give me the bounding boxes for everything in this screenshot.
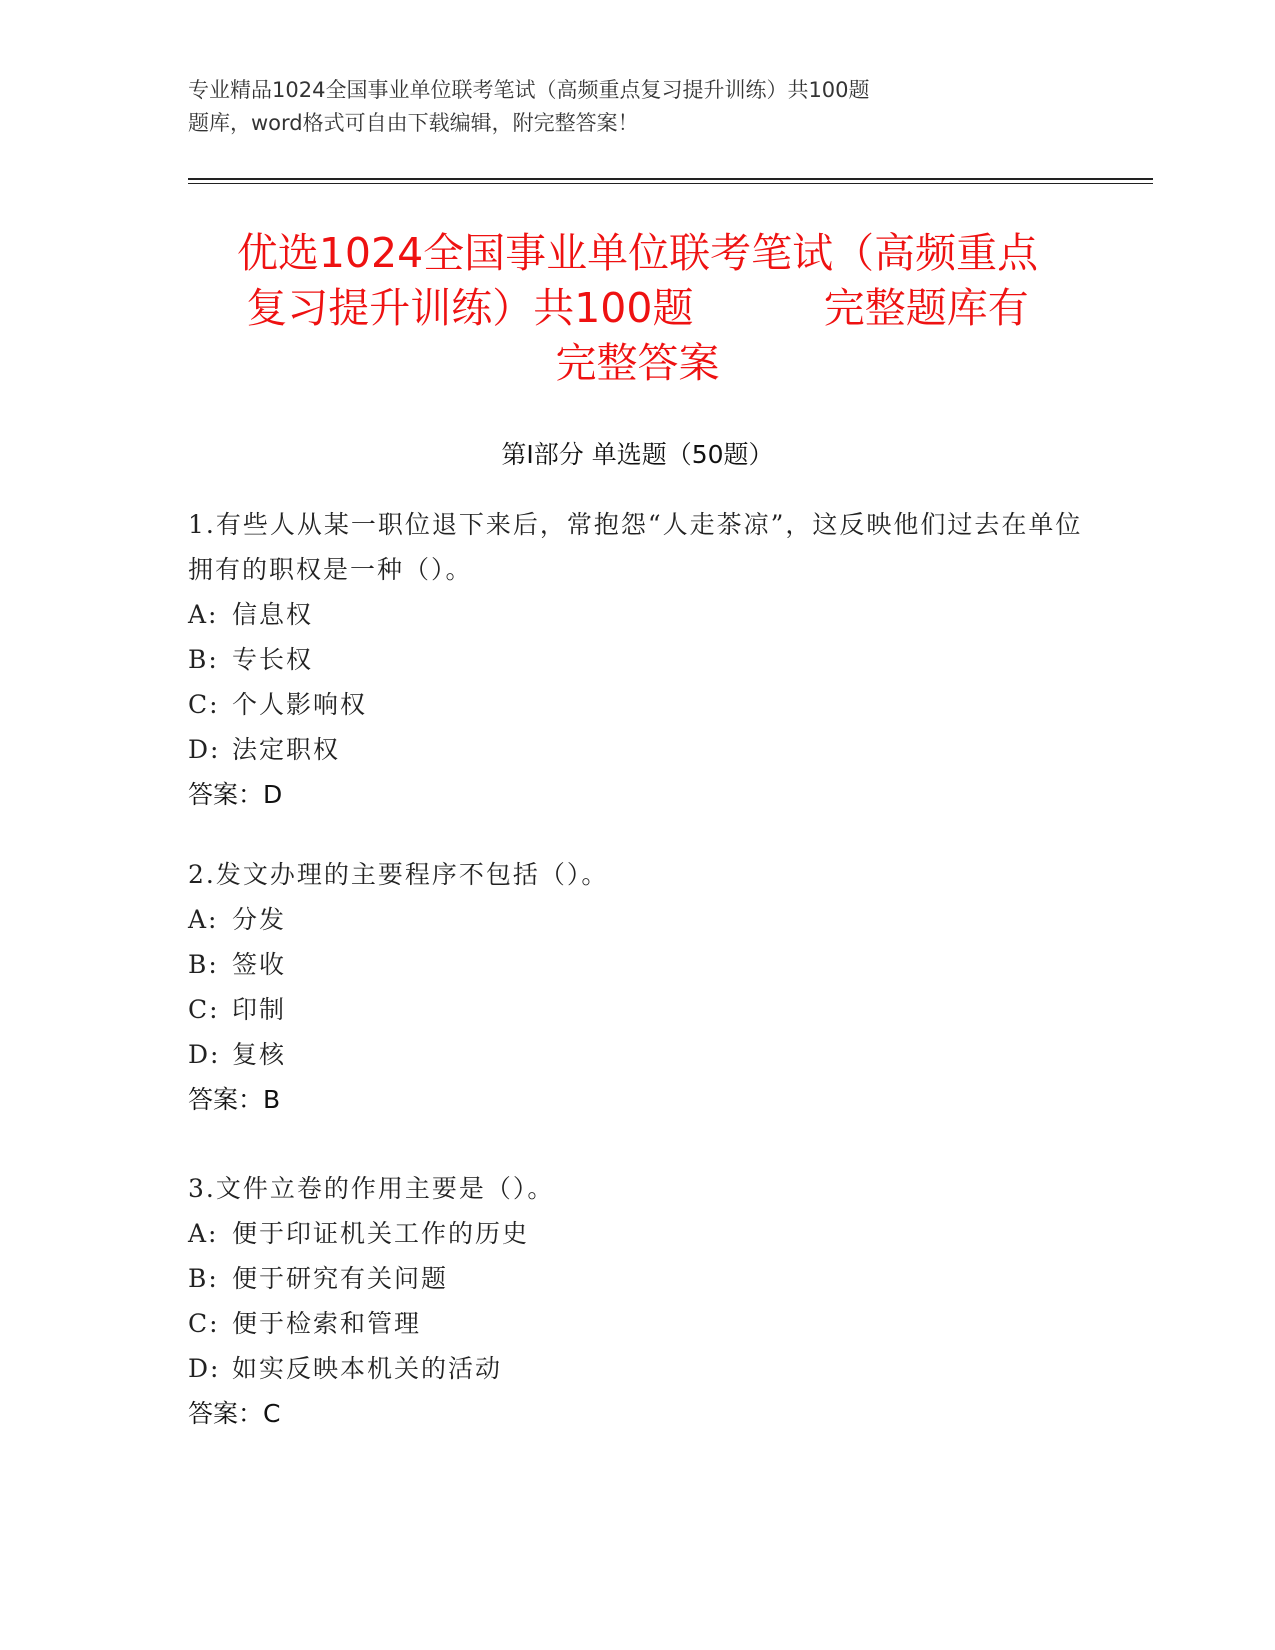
option-key: B: bbox=[188, 645, 219, 674]
header-note bbox=[188, 74, 1038, 140]
answer-line: 答案：B bbox=[188, 1085, 281, 1114]
option-text: 复核 bbox=[232, 1040, 287, 1069]
option-key: C: bbox=[188, 995, 220, 1024]
option-text: 个人影响权 bbox=[232, 690, 368, 719]
question-block bbox=[188, 1166, 1088, 1436]
option-a bbox=[188, 1211, 1088, 1256]
question-stem: 1.有些人从某一职位退下来后，常抱怨“人走茶凉”，这反映他们过去在单位拥有的职权是一种（）。 bbox=[188, 510, 1083, 584]
option-b bbox=[188, 637, 1088, 682]
option-key: D: bbox=[188, 1040, 221, 1069]
option-text: 信息权 bbox=[232, 600, 314, 629]
section-title: 第Ⅰ部分 单选题（50题） bbox=[501, 440, 774, 469]
document-title-line: 优选1024全国事业单位联考笔试（高频重点 bbox=[236, 229, 1039, 277]
option-key: D: bbox=[188, 735, 221, 764]
option-a bbox=[188, 897, 1088, 942]
option-key: A: bbox=[188, 1219, 219, 1248]
option-d bbox=[188, 1346, 1088, 1391]
question-block bbox=[188, 852, 1088, 1122]
question-stem: 2.发文办理的主要程序不包括（）。 bbox=[188, 860, 609, 889]
option-c bbox=[188, 987, 1088, 1032]
question-stem: 3.文件立卷的作用主要是（）。 bbox=[188, 1174, 555, 1203]
header-note-line: 专业精品1024全国事业单位联考笔试（高频重点复习提升训练）共100题 bbox=[188, 78, 870, 102]
option-key: A: bbox=[188, 600, 219, 629]
option-a bbox=[188, 592, 1088, 637]
option-key: D: bbox=[188, 1354, 221, 1383]
question-block bbox=[188, 502, 1088, 817]
header-note-line: 题库，word格式可自由下载编辑，附完整答案！ bbox=[188, 111, 639, 135]
option-d bbox=[188, 727, 1088, 772]
option-text: 签收 bbox=[232, 950, 287, 979]
option-b bbox=[188, 1256, 1088, 1301]
option-d bbox=[188, 1032, 1088, 1077]
option-text: 便于检索和管理 bbox=[232, 1309, 422, 1338]
option-b bbox=[188, 942, 1088, 987]
option-text: 专长权 bbox=[232, 645, 314, 674]
answer-line: 答案：C bbox=[188, 1399, 281, 1428]
option-key: C: bbox=[188, 690, 220, 719]
option-text: 法定职权 bbox=[232, 735, 341, 764]
header-divider bbox=[188, 183, 1153, 184]
document-title-line: 复习提升训练）共100题 完整题库有 bbox=[246, 284, 1029, 332]
option-key: A: bbox=[188, 905, 219, 934]
document-title-line: 完整答案 bbox=[555, 339, 720, 387]
option-key: B: bbox=[188, 950, 219, 979]
option-text: 分发 bbox=[232, 905, 287, 934]
document-title bbox=[150, 226, 1125, 391]
option-c bbox=[188, 1301, 1088, 1346]
option-text: 如实反映本机关的活动 bbox=[232, 1354, 503, 1383]
option-text: 便于印证机关工作的历史 bbox=[232, 1219, 530, 1248]
option-c bbox=[188, 682, 1088, 727]
option-text: 便于研究有关问题 bbox=[232, 1264, 449, 1293]
option-key: C: bbox=[188, 1309, 220, 1338]
header-divider bbox=[188, 178, 1153, 180]
option-key: B: bbox=[188, 1264, 219, 1293]
answer-line: 答案：D bbox=[188, 780, 283, 809]
option-text: 印制 bbox=[232, 995, 287, 1024]
